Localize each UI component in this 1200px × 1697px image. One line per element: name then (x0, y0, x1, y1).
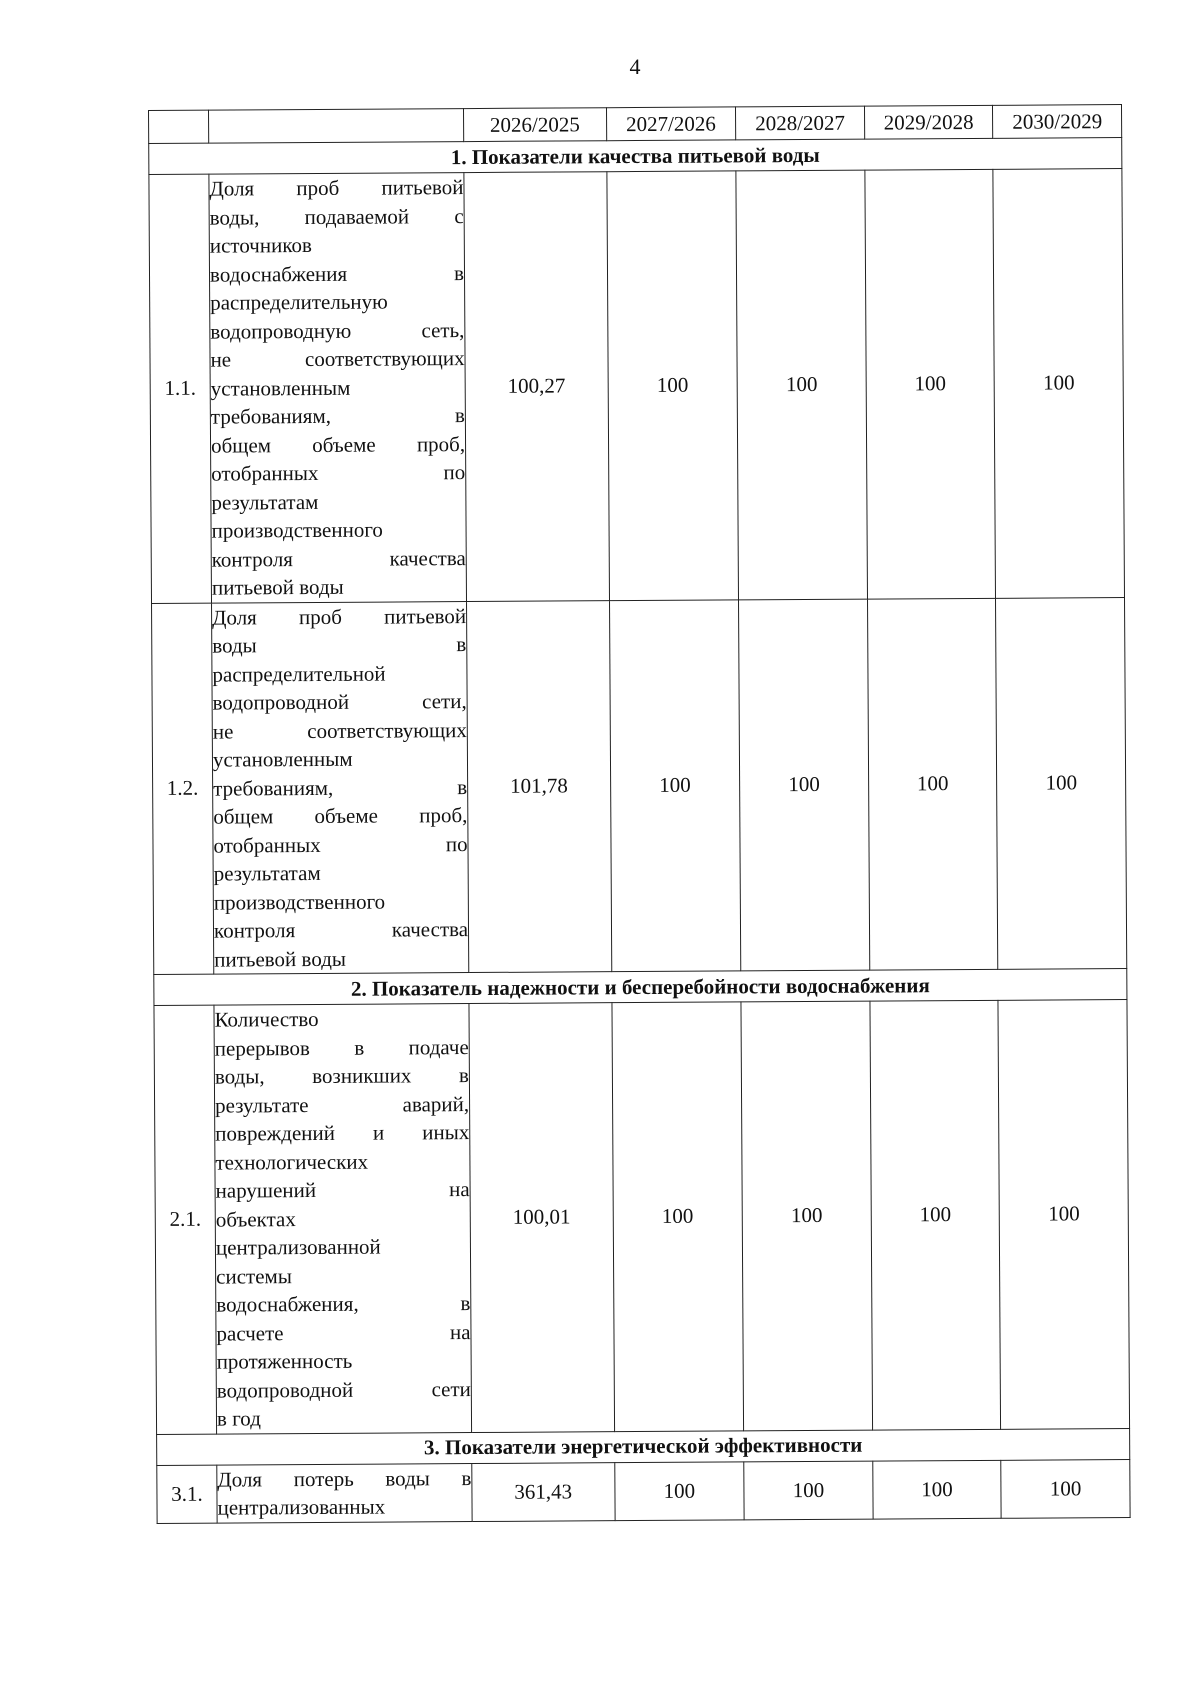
header-cell-year: 2028/2027 (736, 106, 865, 140)
description-line: общем объеме проб, (210, 431, 466, 458)
description-line: контроля качества (211, 545, 466, 572)
indicators-table (148, 104, 1131, 1523)
description-line: требованиям, в (213, 774, 468, 801)
value-cell: 100 (739, 599, 870, 971)
value-cell: 100 (870, 1000, 1001, 1429)
value-cell: 100,01 (469, 1003, 614, 1432)
description-line: водопроводной сети, (212, 689, 467, 715)
description-line: распределительную (210, 289, 388, 315)
description-line: воды, возникших в (214, 1063, 470, 1089)
description-line: централизованной (215, 1234, 381, 1260)
value-cell: 100 (1001, 1459, 1130, 1518)
value-cell: 101,78 (467, 600, 612, 972)
header-cell-indicator (209, 109, 464, 144)
value-cell: 100 (736, 170, 867, 599)
description-line: в год (216, 1406, 261, 1431)
header-cell-year: 2027/2026 (606, 107, 736, 141)
description-line: повреждений и иных (215, 1120, 470, 1146)
row-number: 1.2. (152, 603, 214, 975)
description-line: протяженность (216, 1348, 353, 1374)
description-line: расчете на (216, 1319, 471, 1346)
value-cell: 100 (998, 1000, 1129, 1429)
description-line: результатам (213, 860, 321, 886)
description-line: Доля проб питьевой (212, 603, 467, 630)
description-line: питьевой воды (211, 574, 344, 600)
description-line: общем объеме проб, (213, 803, 468, 829)
description-line: отобранных по (213, 831, 468, 858)
description-line: Количество (214, 1006, 319, 1032)
value-cell: 100 (612, 1002, 744, 1431)
description-line: результатам (211, 489, 319, 515)
value-cell: 100 (744, 1461, 873, 1520)
table-row (154, 1000, 1130, 1434)
description-line: установленным (212, 746, 353, 772)
description-line: установленным (210, 375, 351, 401)
description-line: перерывов в подаче (214, 1034, 469, 1061)
description-line: Доля проб питьевой (209, 175, 464, 201)
description-line: воды в (212, 632, 467, 658)
description-line: производственного (213, 889, 386, 915)
description-line: нарушений на (215, 1177, 470, 1203)
value-cell: 100 (993, 169, 1124, 598)
description-line: источников (209, 233, 312, 258)
value-cell: 100,27 (464, 172, 609, 601)
description-line: отобранных по (211, 460, 466, 486)
row-number: 3.1. (157, 1465, 217, 1523)
table-row (149, 169, 1125, 603)
description-line: результате аварий, (215, 1091, 470, 1118)
indicator-description (217, 1463, 472, 1523)
description-line: технологических (215, 1149, 369, 1175)
value-cell: 100 (996, 597, 1127, 969)
description-line: водоснабжения, в (216, 1291, 471, 1317)
description-line: распределительной (212, 661, 386, 687)
description-line: Доля потерь воды в (217, 1465, 472, 1492)
value-cell: 100 (606, 171, 738, 600)
description-line: водопроводную сеть, (210, 317, 465, 344)
header-cell-year: 2026/2025 (464, 108, 607, 142)
page-number: 4 (629, 54, 641, 79)
description-line: системы (216, 1263, 292, 1289)
row-number: 2.1. (154, 1005, 217, 1434)
description-line: централизованных (217, 1494, 386, 1520)
value-cell: 100 (865, 169, 996, 598)
section-title: 2. Показатель надежности и бесперебойности водоснабжения (154, 969, 1127, 1006)
value-cell: 100 (867, 598, 998, 970)
header-cell-year: 2029/2028 (864, 105, 993, 139)
section-title: 1. Показатели качества питьевой воды (149, 138, 1122, 175)
indicator-description (214, 1004, 472, 1434)
value-cell: 100 (614, 1461, 744, 1520)
table-row (157, 1459, 1130, 1523)
description-line: объектах (215, 1206, 296, 1232)
description-line: водопроводной сети (216, 1376, 471, 1403)
value-cell: 100 (741, 1001, 872, 1430)
table-row (152, 597, 1127, 974)
description-line: воды, подаваемой с (209, 203, 464, 230)
value-cell: 100 (609, 599, 741, 971)
description-line: водоснабжения в (209, 260, 465, 287)
indicator-description (212, 601, 469, 974)
description-line: не соответствующих (212, 717, 467, 744)
section-title: 3. Показатели энергетической эффективности (157, 1428, 1130, 1465)
description-line: не соответствующих (210, 346, 465, 372)
header-cell-num (149, 110, 209, 143)
description-line: требованиям, в (210, 403, 465, 429)
value-cell: 361,43 (472, 1462, 615, 1521)
description-line: контроля качества (213, 917, 469, 943)
row-number: 1.1. (149, 174, 212, 603)
header-cell-year: 2030/2029 (993, 105, 1122, 139)
description-line: производственного (211, 517, 383, 543)
value-cell: 100 (873, 1460, 1002, 1519)
description-line: питьевой воды (214, 946, 347, 972)
indicator-description (209, 173, 467, 603)
